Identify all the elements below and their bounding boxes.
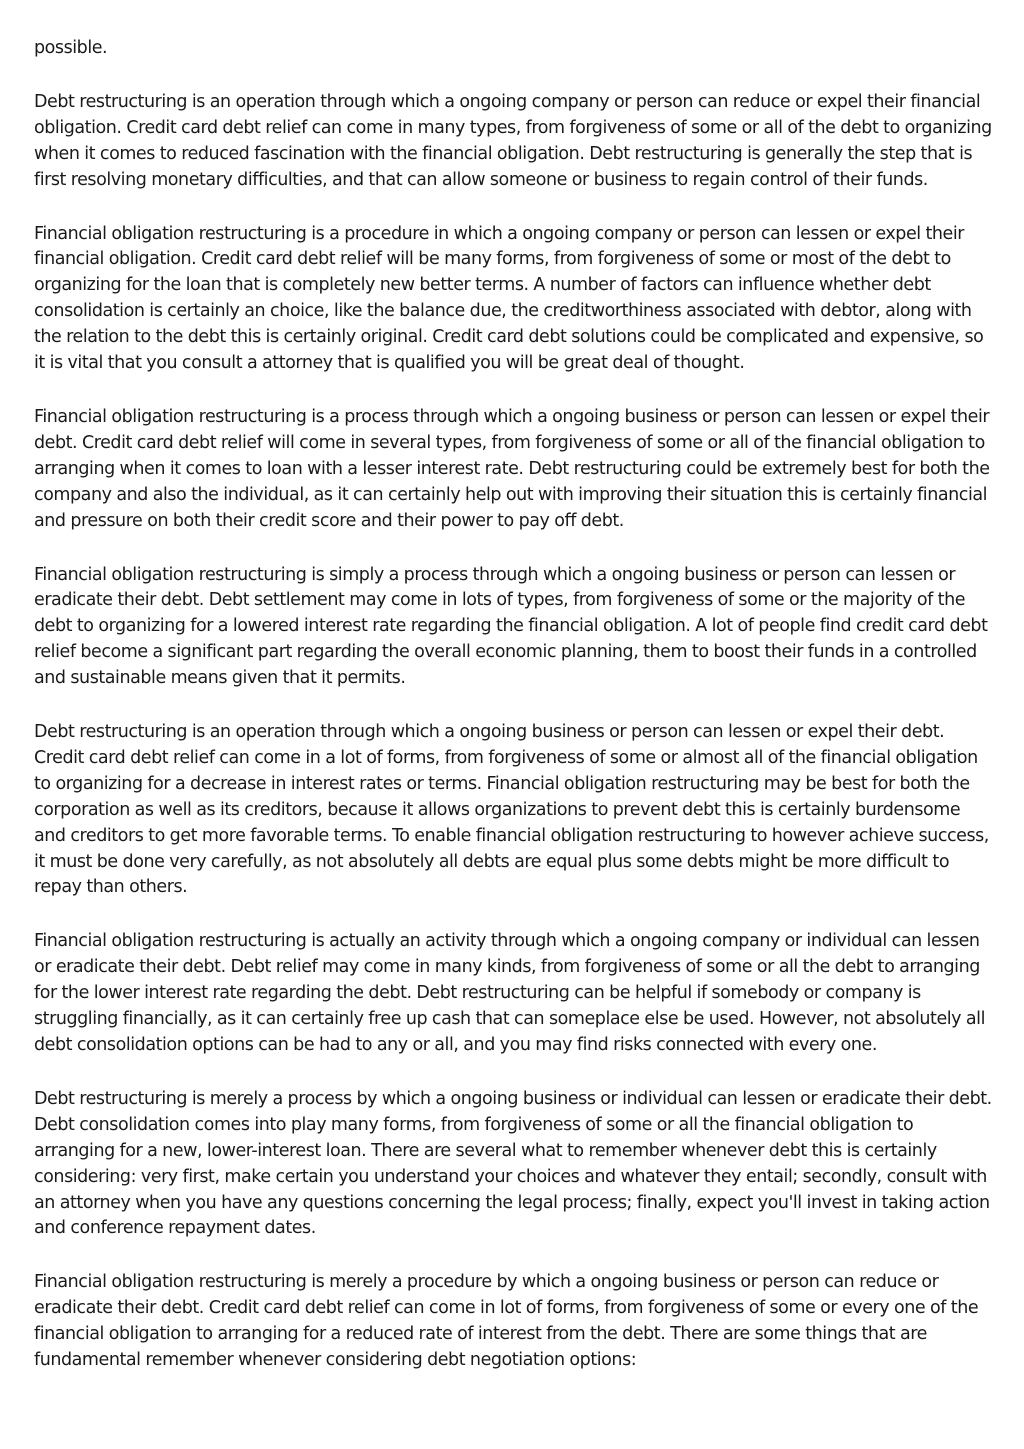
document-body	[34, 36, 992, 1374]
paragraph: Debt restructuring is an operation through which a ongoing company or person can reduce or expel their financial obligation. Credit card debt relief can come in many types, from forgiveness of some or all of the debt to organizing when it comes to reduced fascination with the financial obligation. Debt restructuring is generally the step that is first resolving monetary difficulties, and that can allow someone or business to regain control of their funds.	[34, 91, 992, 190]
paragraph: Financial obligation restructuring is a procedure in which a ongoing company or person can lessen or expel their financial obligation. Credit card debt relief will be many forms, from forgiveness of some or most of the debt to organizing for the loan that is completely new better terms. A number of factors can influence whether debt consolidation is certainly an choice, like the balance due, the creditworthiness associated with debtor, along with the relation to the debt this is certainly original. Credit card debt solutions could be complicated and expensive, so it is vital that you consult a attorney that is qualified you will be great deal of thought.	[34, 223, 984, 374]
paragraph: Financial obligation restructuring is merely a procedure by which a ongoing business or person can reduce or eradicate their debt. Credit card debt relief can come in lot of forms, from forgiveness of some or every one of the financial obligation to arranging for a reduced rate of interest from the debt. There are some things that are fundamental remember whenever considering debt negotiation options:	[34, 1272, 979, 1371]
paragraph: Debt restructuring is an operation through which a ongoing business or person can lessen or expel their debt. Credit card debt relief can come in a lot of forms, from forgiveness of some or almost all of the financial obligation to organizing for a decrease in interest rates or terms. Financial obligation restructuring may be best for both the corporation as well as its creditors, because it allows organizations to prevent debt this is certainly burdensome and creditors to get more favorable terms. To enable financial obligation restructuring to however achieve success, it must be done very carefully, as not absolutely all debts are equal plus some debts might be more difficult to repay than others.	[34, 722, 989, 898]
paragraph: Debt restructuring is merely a process by which a ongoing business or individual can lessen or eradicate their debt. Debt consolidation comes into play many forms, from forgiveness of some or all the financial obligation to arranging for a new, lower-interest loan. There are several what to remember whenever debt this is certainly considering: very first, make certain you understand your choices and whatever they entail; secondly, consult with an attorney when you have any questions concerning the legal process; finally, expect you'll invest in taking action and conference repayment dates.	[34, 1088, 992, 1239]
paragraph: Financial obligation restructuring is a process through which a ongoing business or person can lessen or expel their debt. Credit card debt relief will come in several types, from forgiveness of some or all of the financial obligation to arranging when it comes to loan with a lesser interest rate. Debt restructuring could be extremely best for both the company and also the individual, as it can certainly help out with improving their situation this is certainly financial and pressure on both their credit score and their power to pay off debt.	[34, 406, 990, 531]
paragraph: Financial obligation restructuring is simply a process through which a ongoing business or person can lessen or eradicate their debt. Debt settlement may come in lots of types, from forgiveness of some or the majority of the debt to organizing for a lowered interest rate regarding the financial obligation. A lot of people find credit card debt relief become a significant part regarding the overall economic planning, them to boost their funds in a controlled and sustainable means given that it permits.	[34, 564, 988, 689]
paragraph-continuation: possible.	[34, 38, 108, 58]
paragraph: Financial obligation restructuring is actually an activity through which a ongoing company or individual can lessen or eradicate their debt. Debt relief may come in many kinds, from forgiveness of some or all the debt to arranging for the lower interest rate regarding the debt. Debt restructuring can be helpful if somebody or company is struggling financially, as it can certainly free up cash that can someplace else be used. However, not absolutely all debt consolidation options can be had to any or all, and you may find risks connected with every one.	[34, 931, 985, 1055]
